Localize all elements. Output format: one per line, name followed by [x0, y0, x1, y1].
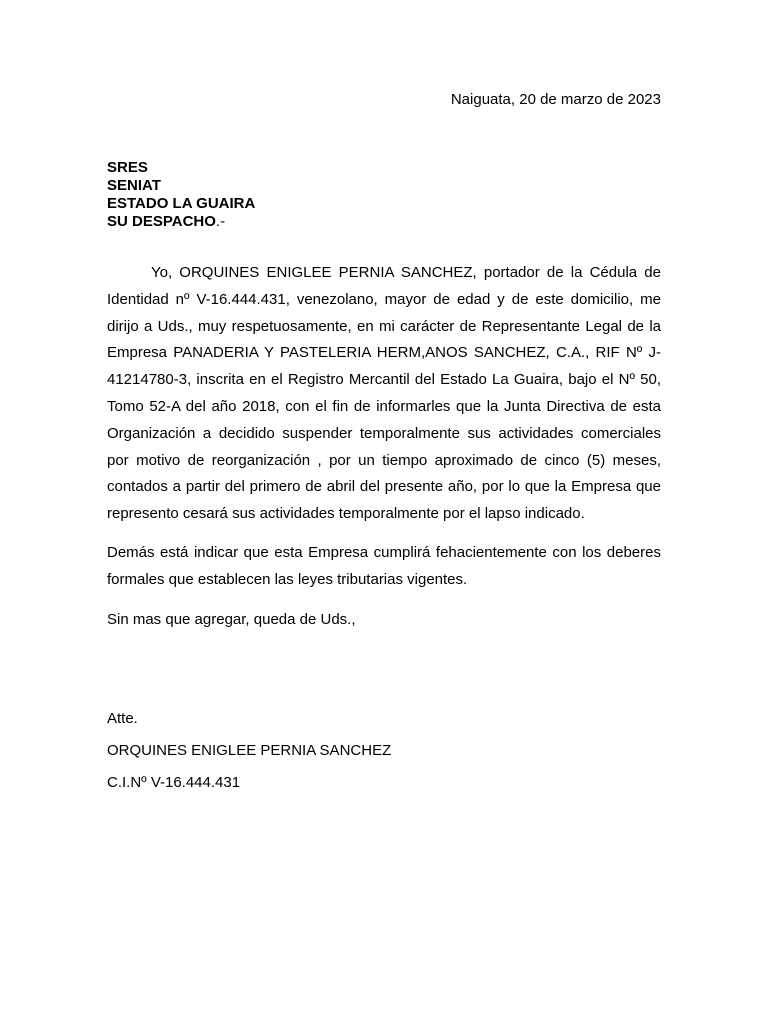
signature-id: C.I.Nº V-16.444.431: [107, 774, 241, 791]
addressee-despacho: SU DESPACHO: [107, 213, 216, 230]
addressee-line-3: ESTADO LA GUAIRA: [107, 195, 256, 212]
signature-name: ORQUINES ENIGLEE PERNIA SANCHEZ: [107, 742, 392, 759]
addressee-suffix: .-: [215, 213, 226, 230]
addressee-line-1: SRES: [107, 159, 148, 176]
body-paragraph-3: Sin mas que agregar, queda de Uds.,: [107, 611, 356, 628]
letter-date: Naiguata, 20 de marzo de 2023: [450, 91, 661, 108]
signature-closing: Atte.: [107, 710, 138, 727]
body-paragraph-1: Yo, ORQUINES ENIGLEE PERNIA SANCHEZ, portador de la Cédula de Identidad nº V-16.444.431, venezolano, mayor de edad y de este domicilio, me dirijo a Uds., muy respetuosamente, en mi carácter de Representante Legal de la Empresa PANADERIA Y PASTELERIA HERM,ANOS SANCHEZ, C.A., RIF Nº J-41214780-3, inscrita en el Registro Mercantil del Estado La Guaira, bajo el Nº 50, Tomo 52-A del año 2018, con el fin de informarles que la Junta Directiva de esta Organización a decidido suspender temporalmente sus actividades comerciales por motivo de reorganización , por un tiempo aproximado de cinco (5) meses, contados a partir del primero de abril del presente año, por lo que la Empresa que represento cesará sus actividades temporalmente por el lapso indicado.: [107, 264, 661, 523]
body-paragraph-2: Demás está indicar que esta Empresa cumplirá fehacientemente con los deberes formales que establecen las leyes tributarias vigentes.: [107, 544, 661, 588]
addressee-line-4: [107, 213, 255, 231]
addressee-line-2: SENIAT: [107, 177, 161, 194]
addressee-block: [107, 159, 255, 231]
